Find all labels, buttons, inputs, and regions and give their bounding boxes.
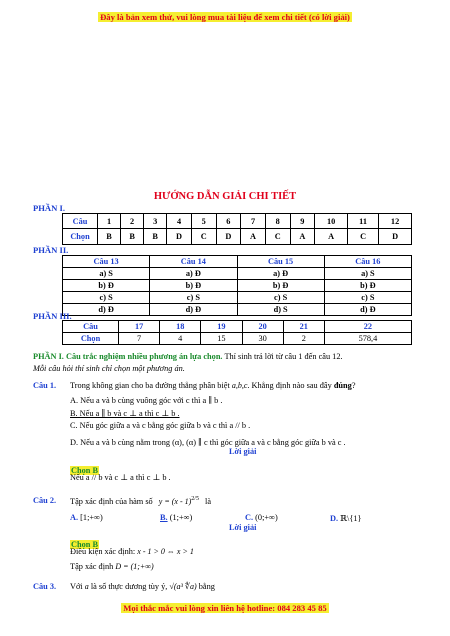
part2-cell: a) Đ (150, 268, 237, 280)
part1-q: 10 (315, 214, 348, 229)
part1-a: D (167, 229, 192, 245)
q2-chosen: Chọn B (71, 540, 98, 549)
part3-q: 17 (119, 321, 160, 333)
q2-label: Câu 2. (33, 496, 57, 505)
q2-stem: Tập xác định của hàm số y = (x - 1)$^{2/5}$ là (70, 496, 212, 506)
part1-a: C (265, 229, 290, 245)
part1-a: A (241, 229, 266, 245)
part1-q: 7 (241, 214, 266, 229)
part3-a: 30 (242, 333, 283, 345)
part2-cell: d) Đ (63, 304, 150, 316)
part3-q: 22 (324, 321, 411, 333)
part2-cell: d) S (237, 304, 324, 316)
part1-q: 5 (191, 214, 216, 229)
part1-q: 4 (167, 214, 192, 229)
q2-domain: Tập xác định D = (1;+∞) (70, 562, 154, 571)
part3-q: 20 (242, 321, 283, 333)
part1-a: B (144, 229, 167, 245)
part1-q: 6 (216, 214, 241, 229)
part2-cell: d) Đ (324, 304, 411, 316)
part3-a: 4 (160, 333, 201, 345)
q1-chosen: Chọn B (71, 466, 98, 475)
part1-row-a-label: Chọn (63, 229, 98, 245)
preview-banner: Đây là bản xem thử, vui lòng mua tài liệu để xem chi tiết (có lời giải) (100, 12, 350, 22)
part2-header: Câu 14 (150, 256, 237, 268)
part3-a: 15 (201, 333, 242, 345)
q1-option-b: B. Nếu a ∥ b và c ⊥ a thì c ⊥ b . (70, 409, 180, 418)
part2-cell: d) Đ (150, 304, 237, 316)
part3-row-q-label: Câu (63, 321, 119, 333)
q2-option-a: A. [1;+∞) (70, 513, 103, 522)
part1-a: B (98, 229, 121, 245)
q3-label: Câu 3. (33, 582, 57, 591)
part3-q: 19 (201, 321, 242, 333)
part1-a: A (315, 229, 348, 245)
part2-cell: a) S (324, 268, 411, 280)
hotline-banner: Mọi thắc mắc vui lòng xin liên hệ hotline: 084 283 45 85 (123, 603, 327, 613)
q1-solution-label: Lời giải (229, 447, 257, 456)
part2-header: Câu 16 (324, 256, 411, 268)
q1-stem: Trong không gian cho ba đường thẳng phân biệt a,b,c. Khẳng định nào sau đây đúng? (70, 381, 356, 390)
q1-option-a: A. Nếu a và b cùng vuông góc với c thì a ∥ b . (70, 396, 223, 405)
part2-header: Câu 13 (63, 256, 150, 268)
part2-cell: b) Đ (237, 280, 324, 292)
part2-cell: a) Đ (237, 268, 324, 280)
part1-row-q-label: Câu (63, 214, 98, 229)
doc-title: HƯỚNG DẪN GIẢI CHI TIẾT (153, 191, 297, 202)
q1-label: Câu 1. (33, 381, 57, 390)
part1-table (62, 213, 412, 245)
part2-cell: c) S (150, 292, 237, 304)
q2-option-c: C. (0;+∞) (245, 513, 278, 522)
part2-cell: c) S (324, 292, 411, 304)
part1-q: 2 (121, 214, 144, 229)
part3-a: 578,4 (324, 333, 411, 345)
part1-a: C (191, 229, 216, 245)
part1-a: B (121, 229, 144, 245)
part1-q: 12 (379, 214, 412, 229)
q1-option-d: D. Nếu a và b cùng nằm trong (α), (α) ∥ c thì góc giữa a và c bằng góc giữa b và c . (70, 438, 346, 447)
part2-header: Câu 15 (237, 256, 324, 268)
part3-a: 7 (119, 333, 160, 345)
part1-q: 1 (98, 214, 121, 229)
part2-cell: b) Đ (63, 280, 150, 292)
part1-label: PHẦN I. (33, 203, 65, 213)
part1-a: C (347, 229, 378, 245)
part1-q: 8 (265, 214, 290, 229)
part3-label: PHẦN III. (33, 311, 72, 321)
part2-cell: c) S (63, 292, 150, 304)
part2-table (62, 255, 412, 316)
section-heading: PHẦN I. Câu trắc nghiệm nhiều phương án lựa chọn. Thí sinh trả lời từ câu 1 đến câu 12. (33, 352, 343, 361)
part3-table (62, 320, 412, 345)
part3-row-a-label: Chọn (63, 333, 119, 345)
part1-q: 3 (144, 214, 167, 229)
q2-condition: Điều kiện xác định: x - 1 > 0 ⇔ x > 1 (70, 547, 194, 556)
part1-q: 11 (347, 214, 378, 229)
q1-option-c: C. Nếu góc giữa a và c bằng góc giữa b và c thì a // b . (70, 421, 251, 430)
part2-cell: b) Đ (150, 280, 237, 292)
part3-q: 18 (160, 321, 201, 333)
q3-stem: Với a là số thực dương tùy ý, √(a³ ∜a) bằng (70, 582, 215, 591)
part1-q: 9 (290, 214, 315, 229)
part1-a: D (379, 229, 412, 245)
part2-cell: a) S (63, 268, 150, 280)
q1-explain: Nếu a // b và c ⊥ a thì c ⊥ b . (70, 473, 171, 482)
q2-option-d: D. ℝ\{1} (330, 514, 362, 523)
part2-cell: b) Đ (324, 280, 411, 292)
part3-q: 21 (283, 321, 324, 333)
part2-cell: c) S (237, 292, 324, 304)
q2-solution-label: Lời giải (229, 523, 257, 532)
part1-a: D (216, 229, 241, 245)
part3-a: 2 (283, 333, 324, 345)
part2-label: PHẦN II. (33, 245, 69, 255)
section-note: Mỗi câu hỏi thí sinh chỉ chọn một phương án. (33, 364, 185, 373)
q2-option-b: B. (1;+∞) (160, 513, 193, 522)
part1-a: A (290, 229, 315, 245)
